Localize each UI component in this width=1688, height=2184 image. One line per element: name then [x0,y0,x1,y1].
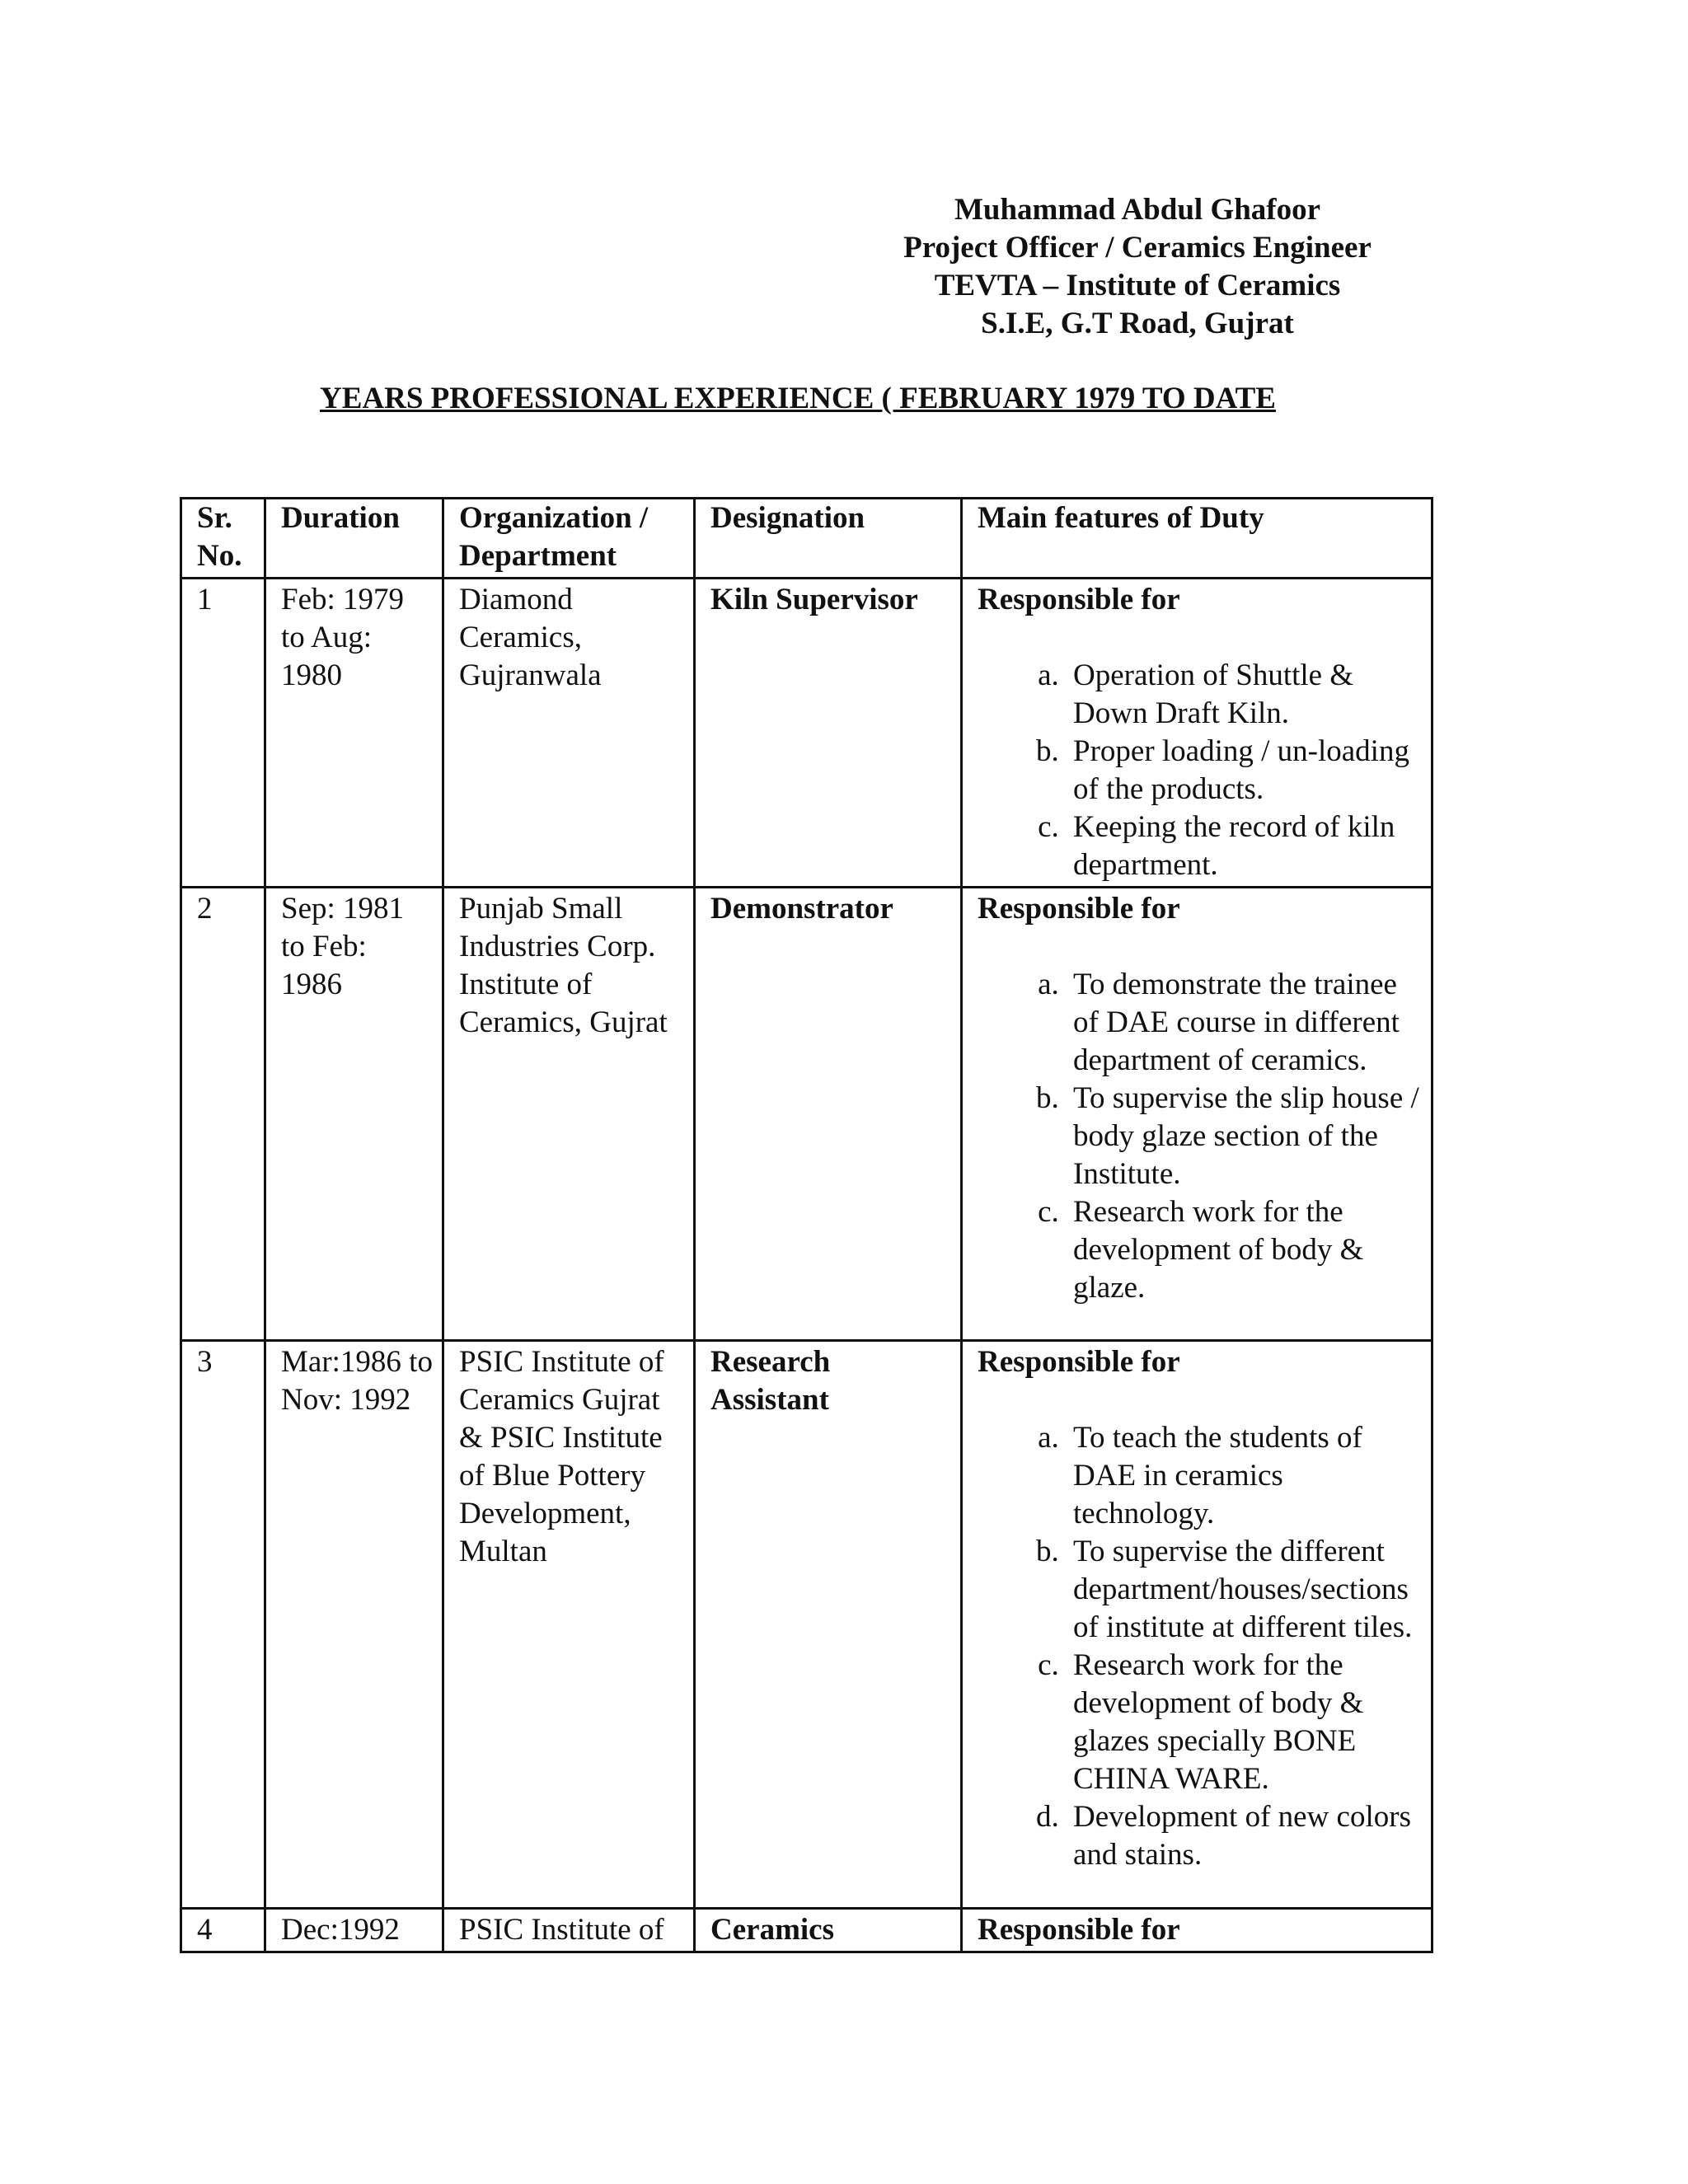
cell-organization: Punjab Small Industries Corp. Institute of Ceramics, Gujrat [443,888,695,1341]
duty-item: b. Proper loading / un-loading of the products. [1067,733,1423,808]
duty-item: d. Development of new colors and stains. [1067,1798,1423,1874]
duty-item: b. To supervise the different department/houses/sections of institute at different tiles. [1067,1533,1423,1647]
cell-duration: Dec:1992 [265,1909,443,1952]
cell-sr: 2 [181,888,265,1341]
col-duties: Main features of Duty [962,499,1432,579]
cell-designation: Research Assistant [695,1341,962,1909]
duty-title: Responsible for [978,892,1180,926]
col-designation: Designation [695,499,962,579]
table-row [181,1909,1432,1952]
col-organization: Organization / Department [443,499,695,579]
duty-item: c. Keeping the record of kiln department. [1067,808,1423,884]
cell-designation: Ceramics [695,1909,962,1952]
table-header-row [181,499,1432,579]
cell-duties [962,888,1432,1341]
duty-item: a. Operation of Shuttle & Down Draft Kiln. [1067,657,1423,733]
table-row [181,579,1432,888]
col-duration: Duration [265,499,443,579]
duty-title: Responsible for [978,583,1180,616]
duty-title: Responsible for [978,1345,1180,1379]
table-row [181,1341,1432,1909]
duty-list [978,1419,1423,1874]
duty-item: c. Research work for the development of body & glaze. [1067,1193,1423,1307]
author-title: Project Officer / Ceramics Engineer [903,231,1372,265]
duty-title: Responsible for [978,1913,1180,1947]
cell-duration: Feb: 1979 to Aug: 1980 [265,579,443,888]
cell-duties [962,1909,1432,1952]
table-row [181,888,1432,1341]
cell-duties [962,579,1432,888]
cell-duties [962,1341,1432,1909]
cell-organization: Diamond Ceramics, Gujranwala [443,579,695,888]
experience-table [180,497,1433,1953]
cell-organization: PSIC Institute of [443,1909,695,1952]
cell-designation: Demonstrator [695,888,962,1341]
cell-sr: 3 [181,1341,265,1909]
duty-list [978,966,1423,1307]
duty-list [978,657,1423,884]
cell-duration: Sep: 1981 to Feb: 1986 [265,888,443,1341]
duty-item: a. To teach the students of DAE in ceramics technology. [1067,1419,1423,1533]
document-header [824,191,1451,343]
duty-item: b. To supervise the slip house / body glaze section of the Institute. [1067,1080,1423,1193]
duty-item: c. Research work for the development of body & glazes specially BONE CHINA WARE. [1067,1647,1423,1798]
author-address: S.I.E, G.T Road, Gujrat [981,307,1294,340]
cell-duration: Mar:1986 to Nov: 1992 [265,1341,443,1909]
section-heading: YEARS PROFESSIONAL EXPERIENCE ( FEBRUARY 1979 TO DATE [320,382,1276,415]
cell-designation: Kiln Supervisor [695,579,962,888]
author-name: Muhammad Abdul Ghafoor [954,193,1321,227]
col-sr: Sr. No. [181,499,265,579]
duty-item: a. To demonstrate the trainee of DAE course in different department of ceramics. [1067,966,1423,1080]
cell-organization: PSIC Institute of Ceramics Gujrat & PSIC Institute of Blue Pottery Development, Multan [443,1341,695,1909]
cell-sr: 4 [181,1909,265,1952]
cell-sr: 1 [181,579,265,888]
author-organization: TEVTA – Institute of Ceramics [934,269,1341,302]
